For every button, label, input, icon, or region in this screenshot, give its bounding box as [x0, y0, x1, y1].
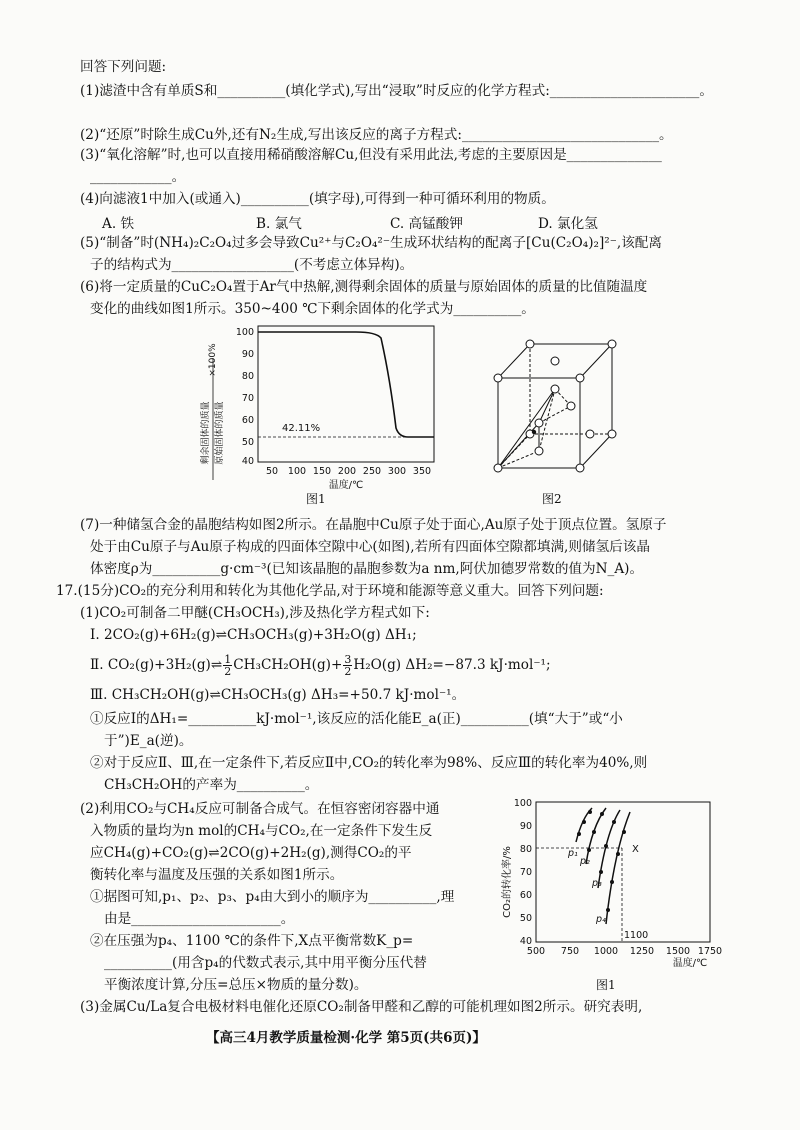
question-7-line-2: 处于由Cu原子与Au原子构成的四面体空隙中心(如图),若所有四面体空隙都填满,则储氢后该晶 [90, 539, 650, 555]
question-5-line-1: (5)“制备”时(NH₄)₂C₂O₄过多会导致Cu²⁺与C₂O₄²⁻生成环状结构的配离子[Cu(C₂O₄)₂]²⁻,该配离 [80, 235, 662, 251]
fraction-numerator: 1 [224, 653, 232, 666]
equation-3: Ⅲ. CH₃CH₂OH(g)⇌CH₃OCH₃(g) ΔH₃=+50.7 kJ·mol⁻¹。 [90, 687, 466, 703]
question-17-part-1: (1)CO₂可制备二甲醚(CH₃OCH₃),涉及热化学方程式如下: [80, 605, 430, 621]
figure-1-caption: 图1 [306, 492, 326, 506]
fig3-curve-p4 [606, 812, 630, 924]
page-footer: 【高三4月教学质量检测·化学 第5页(共6页)】 [206, 1030, 486, 1046]
fig1-xtick: 200 [337, 466, 357, 477]
fraction-denominator: 2 [344, 665, 352, 678]
question-5-line-2: 子的结构式为__________________(不考虑立体异构)。 [90, 257, 414, 273]
question-17-2-line-7: ②在压强为p₄、1100 ℃的条件下,X点平衡常数K_p= [90, 933, 414, 949]
fig3-point-x: X [632, 844, 639, 855]
fig3-ytick: 100 [513, 798, 532, 809]
question-3-line-2: ____________。 [90, 169, 186, 185]
question-1: (1)滤渣中含有单质S和__________(填化学式),写出“浸取”时反应的化学方程式:______________________。 [80, 83, 713, 99]
fig1-frame [258, 326, 434, 462]
fig1-xlabel: 温度/℃ [328, 480, 364, 491]
fig3-frame [536, 802, 710, 942]
question-3-line-1: (3)“氧化溶解”时,也可以直接用稀硝酸溶解Cu,但没有采用此法,考虑的主要原因是______________ [80, 147, 662, 163]
fig3-label-p1: p₁ [568, 848, 578, 859]
fig1-ytick: 50 [241, 437, 254, 448]
question-17-2-line-5: ①据图可知,p₁、p₂、p₃、p₄由大到小的顺序为__________,理 [90, 889, 455, 905]
fig3-xtick: 1750 [697, 946, 723, 957]
fig3-marker-1100: 1100 [624, 930, 649, 941]
figure-2-unit-cell [490, 330, 620, 490]
equation-1: Ⅰ. 2CO₂(g)+6H₂(g)⇌CH₃OCH₃(g)+3H₂O(g) ΔH₁; [90, 627, 417, 643]
question-2: (2)“还原”时除生成Cu外,还有N₂生成,写出该反应的离子方程式:_____________________________。 [80, 127, 673, 143]
question-7-line-3: 体密度ρ为__________g·cm⁻³(已知该晶胞的晶胞参数为a nm,阿伏加德罗常数的值为N_A)。 [90, 561, 644, 577]
figure-3-caption: 图1 [596, 978, 616, 992]
figure-conversion-vs-temperature [494, 792, 734, 988]
question-6-line-1: (6)将一定质量的CuC₂O₄置于Ar气中热解,测得剩余固体的质量与原始固体的质量的比值随温度 [80, 279, 648, 295]
fig3-xtick: 1500 [665, 946, 691, 957]
fig1-xtick: 250 [362, 466, 382, 477]
fig3-label-p2: p₂ [580, 856, 590, 867]
question-7-line-1: (7)一种储氢合金的晶胞结构如图2所示。在晶胞中Cu原子处于面心,Au原子处于顶点位置。氢原子 [80, 517, 667, 533]
question-17-2-line-1: (2)利用CO₂与CH₄反应可制备合成气。在恒容密闭容器中通 [80, 801, 440, 817]
equation-2-right: H₂O(g) ΔH₂=−87.3 kJ·mol⁻¹; [353, 657, 551, 673]
fraction-denominator: 2 [224, 665, 232, 678]
fig1-ytick: 70 [241, 393, 254, 404]
equation-2-middle: CH₃CH₂OH(g)+ [233, 657, 343, 673]
question-17-2-line-9: 平衡浓度计算,分压=总压×物质的量分数)。 [104, 977, 368, 993]
fig1-ytick: 90 [241, 349, 254, 360]
fig3-ytick: 70 [519, 867, 532, 878]
fig1-ytick: 80 [241, 371, 254, 382]
question-17-2-line-2: 入物质的量均为n mol的CH₄与CO₂,在一定条件下发生反 [90, 823, 433, 839]
fig1-ylabel-numerator: 剩余固体的质量 [201, 401, 211, 465]
option-d: D. 氯化氢 [538, 216, 598, 232]
fig1-ytick: 100 [235, 327, 254, 338]
question-4: (4)向滤液1中加入(或通入)__________(填字母),可得到一种可循环利用的物质。 [80, 191, 555, 207]
equation-2-fraction-2 [343, 654, 352, 677]
fig3-curve-p3 [598, 810, 620, 888]
question-17-1b-cont: CH₃CH₂OH的产率为__________。 [104, 777, 319, 793]
fig1-curve [258, 332, 434, 437]
fig3-xlabel: 温度/℃ [672, 958, 708, 969]
figure-2-caption: 图2 [542, 492, 562, 506]
fig1-ylabel-denominator: 原始固体的质量 [215, 401, 225, 465]
option-c: C. 高锰酸钾 [390, 216, 463, 232]
fig3-ytick: 90 [519, 821, 532, 832]
fig1-annotation: 42.11% [282, 423, 321, 434]
fraction-numerator: 3 [344, 653, 352, 666]
question-17-part-3: (3)金属Cu/La复合电极材料电催化还原CO₂制备甲醛和乙醇的可能机理如图2所示。研究表明, [80, 999, 643, 1015]
fig1-ylabel-suffix: ×100% [208, 343, 218, 377]
equation-2-left: Ⅱ. CO₂(g)+3H₂(g)⇌ [90, 657, 223, 673]
question-17-header: 17.(15分)CO₂的充分利用和转化为其他化学品,对于环境和能源等意义重大。回答下列问题: [56, 583, 604, 599]
question-17-2-line-4: 衡转化率与温度及压强的关系如图1所示。 [90, 867, 344, 883]
fig3-xtick: 750 [560, 946, 580, 957]
intro-line: 回答下列问题: [80, 59, 167, 75]
question-17-2-line-8: __________(用含p₄的代数式表示,其中用平衡分压代替 [104, 955, 427, 971]
fig3-ytick: 40 [519, 936, 532, 947]
option-b: B. 氯气 [256, 216, 302, 232]
fig3-label-p3: p₃ [592, 878, 602, 889]
fig3-label-p4: p₄ [596, 914, 606, 925]
question-17-2-line-3: 应CH₄(g)+CO₂(g)⇌2CO(g)+2H₂(g),测得CO₂的平 [90, 845, 412, 861]
question-17-1a: ①反应Ⅰ的ΔH₁=__________kJ·mol⁻¹,该反应的活化能E_a(正)__________(填“大于”或“小 [90, 711, 623, 727]
question-17-2-line-6: 由是______________________。 [104, 911, 295, 927]
fig3-xtick: 1000 [593, 946, 619, 957]
question-6-line-2: 变化的曲线如图1所示。350~400 ℃下剩余固体的化学式为__________。 [90, 301, 535, 317]
fig1-xtick: 350 [412, 466, 432, 477]
question-17-1a-cont: 于”)E_a(逆)。 [104, 733, 193, 749]
fig3-xtick: 500 [526, 946, 546, 957]
fig1-xtick: 50 [265, 466, 279, 477]
fig1-ytick: 40 [241, 456, 254, 467]
equation-2-fraction-1 [223, 654, 232, 677]
fig1-xtick: 100 [287, 466, 307, 477]
fig3-ytick: 60 [519, 890, 532, 901]
figure-1-thermogravimetric [196, 318, 446, 508]
fig3-xtick: 1250 [629, 946, 655, 957]
fig1-xtick: 300 [387, 466, 407, 477]
fig3-ytick: 80 [519, 844, 532, 855]
option-a: A. 铁 [102, 216, 135, 232]
fig1-xtick: 150 [312, 466, 332, 477]
fig3-ylabel: CO₂的转化率/% [502, 846, 513, 918]
question-17-1b: ②对于反应Ⅱ、Ⅲ,在一定条件下,若反应Ⅱ中,CO₂的转化率为98%、反应Ⅲ的转化率为40%,则 [90, 755, 648, 771]
fig1-ytick: 60 [241, 415, 254, 426]
fig3-ytick: 50 [519, 913, 532, 924]
equation-2 [90, 652, 551, 678]
hydrogen-atom [532, 430, 536, 434]
